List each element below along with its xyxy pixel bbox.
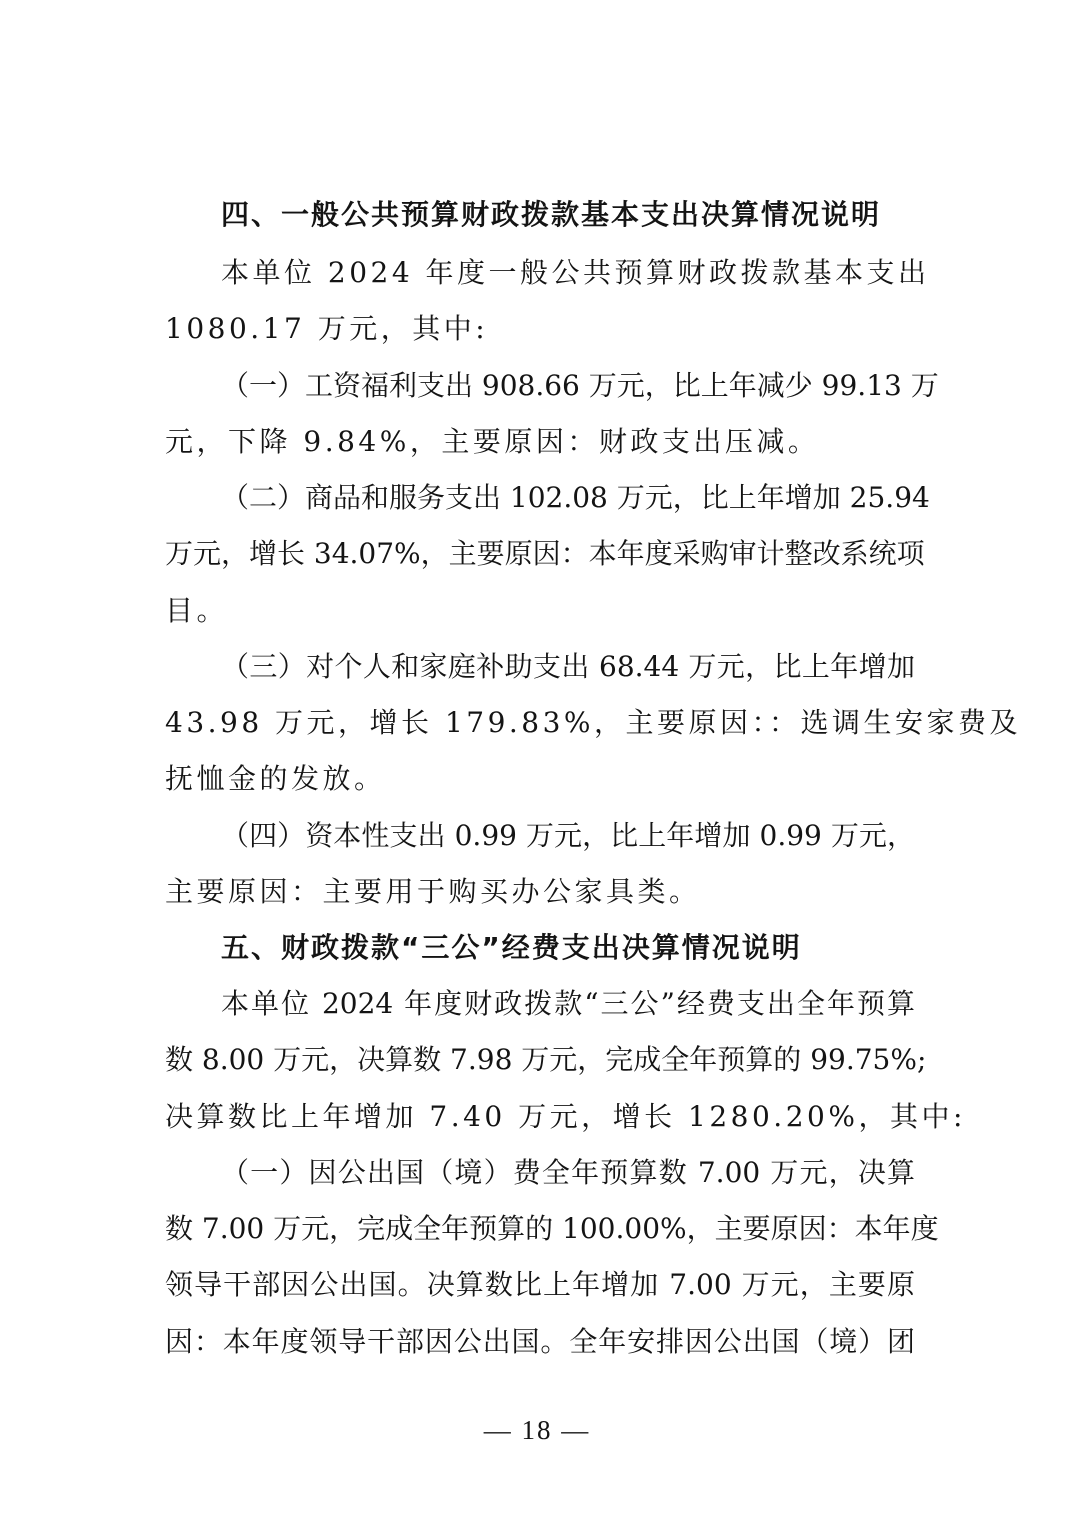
section-4-item-2-line-1: （二）商品和服务支出 102.08 万元，比上年增加 25.94 bbox=[221, 481, 930, 514]
section-5-item-1-line-1: （一）因公出国（境）费全年预算数 7.00 万元，决算 bbox=[221, 1156, 915, 1189]
section-5-heading: 五、财政拨款“三公”经费支出决算情况说明 bbox=[221, 931, 802, 964]
section-4-item-2-line-3: 目。 bbox=[165, 594, 229, 627]
section-5-item-1-line-2: 数 7.00 万元，完成全年预算的 100.00%，主要原因：本年度 bbox=[165, 1212, 939, 1245]
section-4-item-3-line-3: 抚恤金的发放。 bbox=[165, 762, 386, 795]
section-5-item-1-line-3: 领导干部因公出国。决算数比上年增加 7.00 万元，主要原 bbox=[165, 1268, 915, 1301]
section-4-item-4-line-1: （四）资本性支出 0.99 万元，比上年增加 0.99 万元， bbox=[221, 819, 915, 852]
section-4-item-4-line-2: 主要原因：主要用于购买办公家具类。 bbox=[165, 875, 701, 908]
page-number: — 18 — bbox=[483, 1415, 591, 1445]
section-4-item-1-line-1: （一）工资福利支出 908.66 万元，比上年减少 99.13 万 bbox=[221, 369, 939, 402]
section-4-intro-line-2: 1080.17 万元，其中: bbox=[165, 312, 489, 345]
section-4-item-1-line-2: 元，下降 9.84%，主要原因：财政支出压减。 bbox=[165, 425, 820, 458]
section-5-item-1-line-4: 因：本年度领导干部因公出国。全年安排因公出国（境）团 bbox=[165, 1325, 915, 1358]
section-5-intro-line-1: 本单位 2024 年度财政拨款“三公”经费支出全年预算 bbox=[221, 987, 915, 1020]
section-4-intro-line-1: 本单位 2024 年度一般公共预算财政拨款基本支出 bbox=[221, 256, 930, 289]
section-5-intro-line-2: 数 8.00 万元，决算数 7.98 万元，完成全年预算的 99.75%; bbox=[165, 1043, 927, 1076]
section-4-heading: 四、一般公共预算财政拨款基本支出决算情况说明 bbox=[221, 198, 882, 231]
section-4-item-2-line-2: 万元，增长 34.07%，主要原因：本年度采购审计整改系统项 bbox=[165, 537, 925, 570]
section-4-item-3-line-1: （三）对个人和家庭补助支出 68.44 万元，比上年增加 bbox=[221, 650, 915, 683]
section-5-intro-line-3: 决算数比上年增加 7.40 万元，增长 1280.20%，其中: bbox=[165, 1100, 966, 1133]
section-4-item-3-line-2: 43.98 万元，增长 179.83%，主要原因：：选调生安家费及 bbox=[165, 706, 1022, 739]
